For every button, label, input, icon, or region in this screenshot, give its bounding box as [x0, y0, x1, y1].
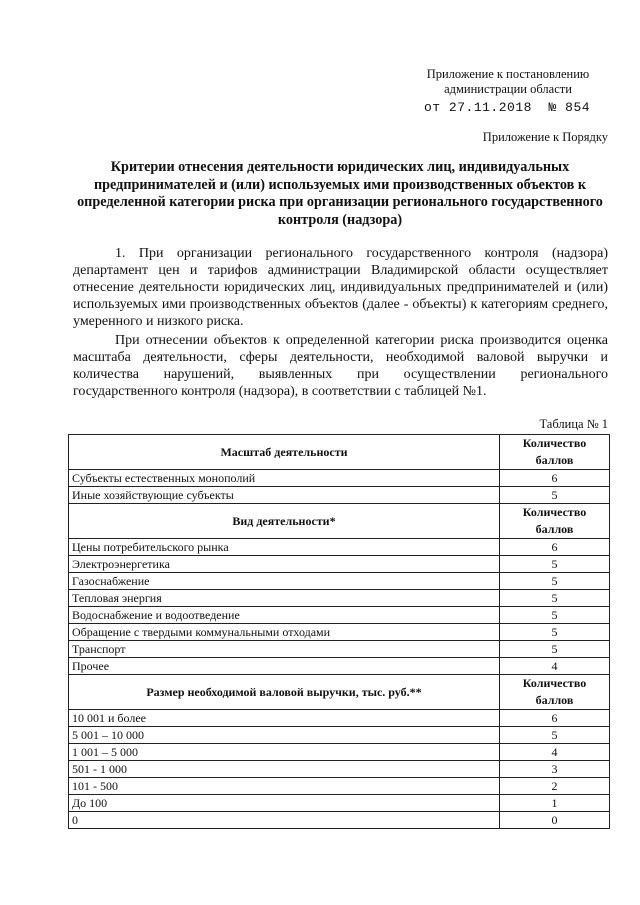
number-prefix: №: [548, 100, 557, 115]
resolution-number: 854: [565, 100, 591, 115]
criterion-name: Тепловая энергия: [69, 590, 500, 607]
criterion-name: 501 - 1 000: [69, 761, 500, 778]
date-prefix: от: [424, 100, 441, 115]
section-header: Масштаб деятельности: [69, 435, 500, 470]
table-row: [69, 470, 610, 487]
table-row: [69, 658, 610, 675]
resolution-date: 27.11.2018: [448, 100, 532, 115]
points-header: Количество баллов: [500, 504, 610, 539]
criterion-points: 5: [500, 607, 610, 624]
criterion-name: Обращение с твердыми коммунальными отходами: [69, 624, 500, 641]
criterion-points: 5: [500, 727, 610, 744]
paragraph-1: 1. При организации регионального государственного контроля (надзора) департамент цен и тарифов администрации Владимирской области осуществляет отнесение деятельности юридических лиц, индивидуальных предпринимателей и (или) используемых ими производственных объектов (далее - объекты) к категориям среднего, умеренного и низкого риска.: [73, 246, 608, 329]
criterion-name: Цены потребительского рынка: [69, 539, 500, 556]
section-header-row: [69, 435, 610, 470]
document-title: Критерии отнесения деятельности юридических лиц, индивидуальных предпринимателей и (или) используемых ими производственных объектов к определенной категории риска при организации регионального государственного контроля (надзора): [77, 159, 603, 228]
criterion-name: Прочее: [69, 658, 500, 675]
criterion-points: 5: [500, 624, 610, 641]
criterion-name: 1 001 – 5 000: [69, 744, 500, 761]
criterion-name: Субъекты естественных монополий: [69, 470, 500, 487]
criterion-name: До 100: [69, 795, 500, 812]
criterion-name: Водоснабжение и водоотведение: [69, 607, 500, 624]
table-row: [69, 539, 610, 556]
table-row: [69, 487, 610, 504]
criterion-points: 1: [500, 795, 610, 812]
criterion-name: Транспорт: [69, 641, 500, 658]
criterion-points: 5: [500, 573, 610, 590]
criterion-name: 0: [69, 812, 500, 829]
section-header: Вид деятельности*: [69, 504, 500, 539]
criterion-name: 10 001 и более: [69, 710, 500, 727]
table-row: [69, 761, 610, 778]
table-label: Таблица № 1: [539, 417, 608, 431]
points-header: Количество баллов: [500, 435, 610, 470]
criterion-name: Электроэнергетика: [69, 556, 500, 573]
criterion-points: 6: [500, 470, 610, 487]
table-row: [69, 710, 610, 727]
table-row: [69, 607, 610, 624]
table-row: [69, 641, 610, 658]
criterion-points: 3: [500, 761, 610, 778]
resolution-date-line: [424, 100, 590, 115]
criteria-table: [68, 434, 610, 829]
section-header-row: [69, 504, 610, 539]
criterion-points: 4: [500, 658, 610, 675]
criterion-points: 6: [500, 539, 610, 556]
criterion-points: 5: [500, 641, 610, 658]
table-row: [69, 556, 610, 573]
criterion-points: 5: [500, 556, 610, 573]
criterion-name: Иные хозяйствующие субъекты: [69, 487, 500, 504]
section-header: Размер необходимой валовой выручки, тыс. руб.**: [69, 675, 500, 710]
table-row: [69, 624, 610, 641]
criterion-points: 5: [500, 590, 610, 607]
table-row: [69, 744, 610, 761]
points-header: Количество баллов: [500, 675, 610, 710]
appendix-administration-line: администрации области: [444, 82, 572, 96]
section-header-row: [69, 675, 610, 710]
criterion-points: 0: [500, 812, 610, 829]
criterion-name: 101 - 500: [69, 778, 500, 795]
table-row: [69, 795, 610, 812]
table-row: [69, 727, 610, 744]
table-row: [69, 778, 610, 795]
table-row: [69, 812, 610, 829]
criterion-points: 4: [500, 744, 610, 761]
appendix-procedure-line: Приложение к Порядку: [482, 130, 608, 144]
paragraph-2: При отнесении объектов к определенной категории риска производится оценка масштаба деятельности, сферы деятельности, необходимой валовой выручки и количества нарушений, выявленных при осуществлении регионального государственного контроля (надзора), в соответствии с таблицей №1.: [73, 333, 608, 399]
criterion-name: Газоснабжение: [69, 573, 500, 590]
criterion-points: 2: [500, 778, 610, 795]
criterion-name: 5 001 – 10 000: [69, 727, 500, 744]
table-row: [69, 590, 610, 607]
criterion-points: 5: [500, 487, 610, 504]
table-row: [69, 573, 610, 590]
criterion-points: 6: [500, 710, 610, 727]
appendix-resolution-line: Приложение к постановлению: [426, 67, 590, 81]
